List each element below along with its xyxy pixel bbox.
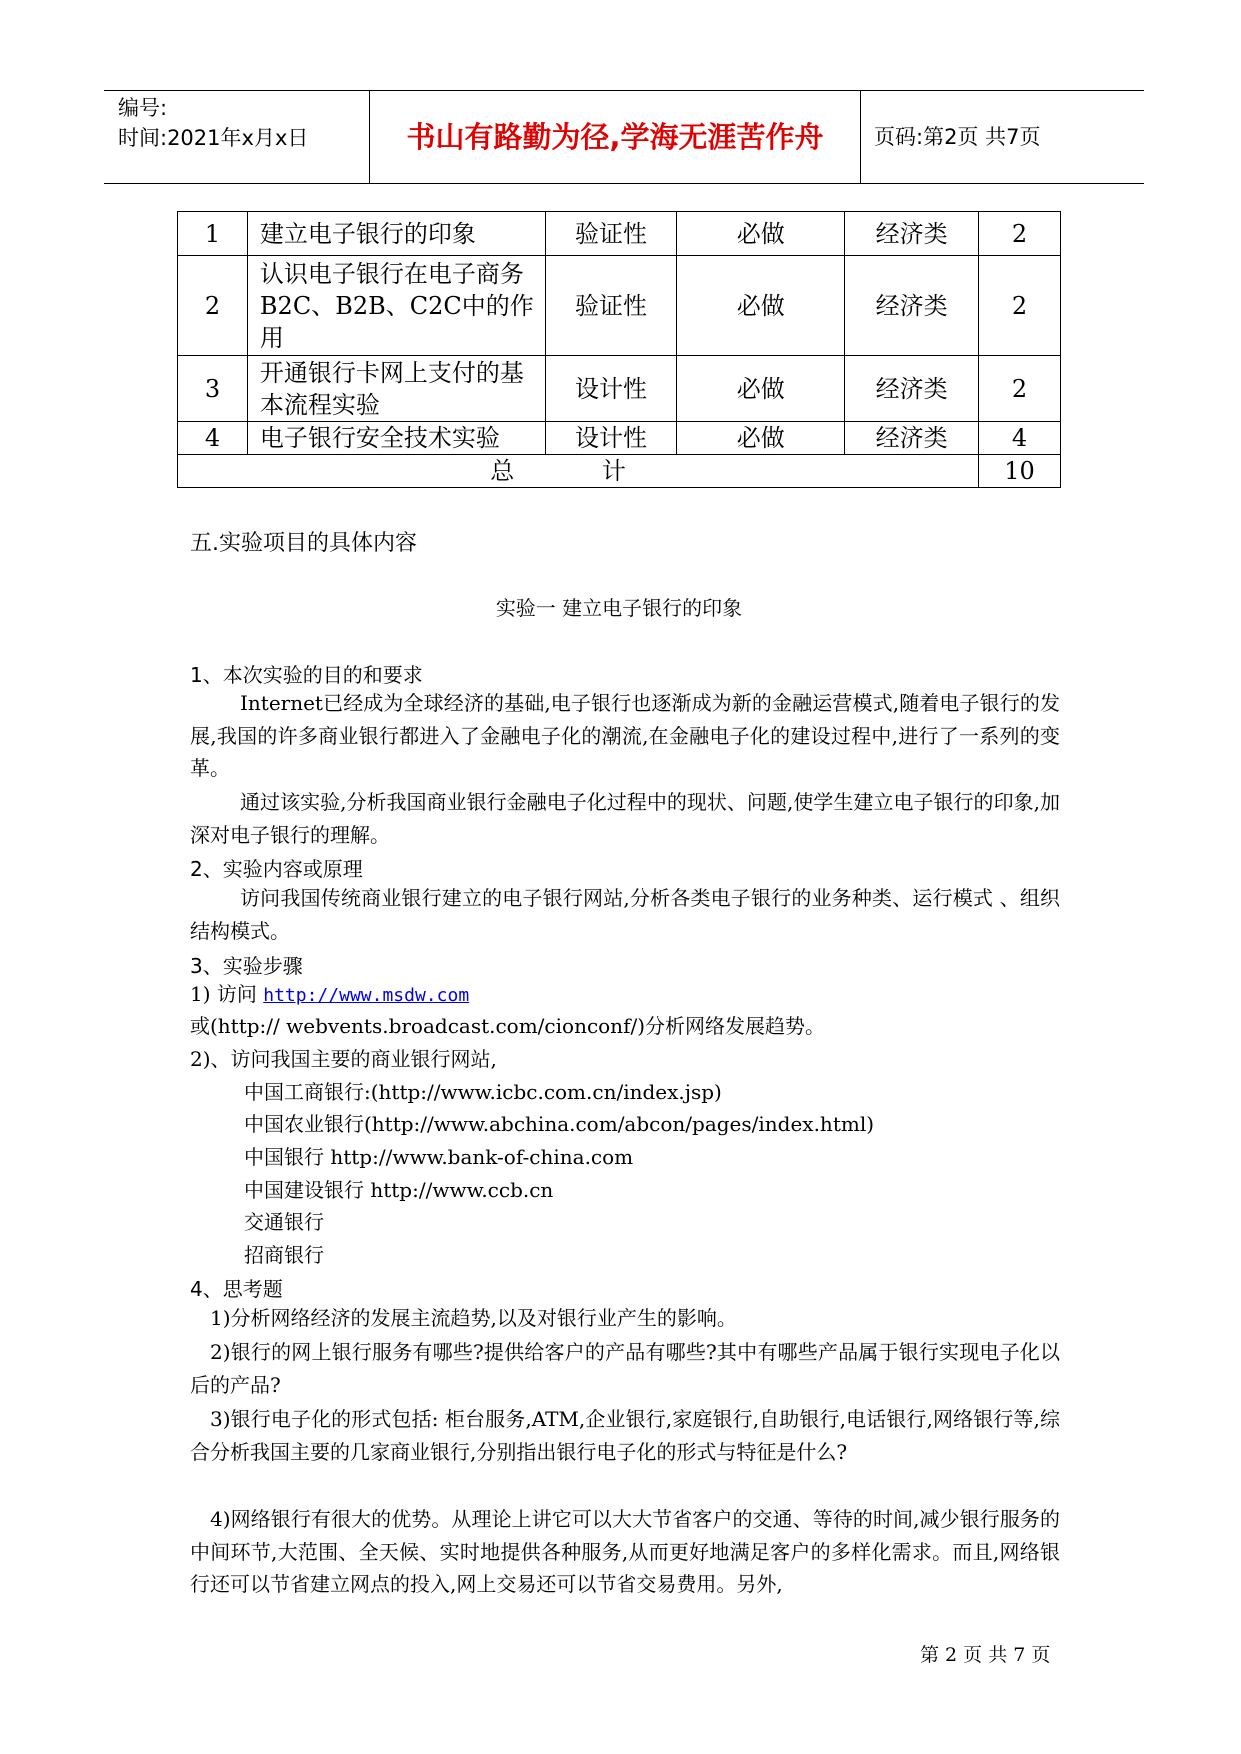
experiment-type: 设计性	[545, 356, 677, 422]
experiment-category: 经济类	[845, 212, 979, 256]
experiment-type: 验证性	[545, 212, 677, 256]
experiment-hours: 2	[979, 212, 1061, 256]
experiment-category: 经济类	[845, 356, 979, 422]
experiment-title: 实验一 建立电子银行的印象	[495, 596, 743, 620]
section-heading: 五.实验项目的具体内容	[190, 531, 417, 556]
page-header	[104, 90, 1144, 184]
experiment-hours: 4	[979, 422, 1061, 455]
step-2: 2)、访问我国主要的商业银行网站,	[190, 1047, 497, 1071]
subsection-title: 2、实验内容或原理	[190, 857, 363, 881]
bank-item-icbc: 中国工商银行:(http://www.icbc.com.cn/index.jsp)	[244, 1080, 722, 1104]
experiment-name: 电子银行安全技术实验	[247, 422, 545, 455]
experiment-name: 认识电子银行在电子商务B2C、B2B、C2C中的作用	[247, 256, 545, 356]
question-4: 4)网络银行有很大的优势。从理论上讲它可以大大节省客户的交通、等待的时间,减少银行服务的中间环节,大范围、全天候、实时地提供各种服务,从而更好地满足客户的多样化需求。而且,网络银行还可以节省建立网点的投入,网上交易还可以节省交易费用。另外,	[190, 1507, 1060, 1596]
experiment-requirement: 必做	[677, 212, 845, 256]
question-2: 2)银行的网上银行服务有哪些?提供给客户的产品有哪些?其中有哪些产品属于银行实现电子化以后的产品?	[190, 1340, 1060, 1397]
experiment-hours: 2	[979, 256, 1061, 356]
table-row	[178, 356, 1061, 422]
experiment-table	[177, 211, 1061, 488]
header-divider	[860, 91, 861, 183]
step-1	[190, 978, 469, 1012]
experiment-name: 建立电子银行的印象	[247, 212, 545, 256]
total-label: 总 计	[178, 455, 979, 488]
bank-item-boc: 中国银行 http://www.bank-of-china.com	[244, 1145, 634, 1169]
table-row	[178, 256, 1061, 356]
bank-item-abc: 中国农业银行(http://www.abchina.com/abcon/pages/index.html)	[244, 1112, 875, 1136]
experiment-category: 经济类	[845, 422, 979, 455]
bank-item-cmb: 招商银行	[244, 1243, 324, 1267]
experiment-type: 验证性	[545, 256, 677, 356]
paragraph: 通过该实验,分析我国商业银行金融电子化过程中的现状、问题,使学生建立电子银行的印象,加深对电子银行的理解。	[190, 790, 1060, 847]
row-number: 3	[178, 356, 248, 422]
page-footer: 第 2 页 共 7 页	[920, 1644, 1051, 1666]
total-value: 10	[979, 455, 1061, 488]
question-1: 1)分析网络经济的发展主流趋势,以及对银行业产生的影响。	[210, 1306, 737, 1330]
header-motto: 书山有路勤为径,学海无涯苦作舟	[406, 120, 824, 154]
paragraph: 访问我国传统商业银行建立的电子银行网站,分析各类电子银行的业务种类、运行模式 、组织结构模式。	[190, 886, 1060, 943]
experiment-type: 设计性	[545, 422, 677, 455]
experiment-requirement: 必做	[677, 422, 845, 455]
bank-item-bocom: 交通银行	[244, 1210, 324, 1234]
header-page-label: 页码:第2页 共7页	[874, 125, 1041, 149]
serial-label: 编号:	[118, 96, 168, 120]
question-3: 3)银行电子化的形式包括: 柜台服务,ATM,企业银行,家庭银行,自助银行,电话银行,网络银行等,综合分析我国主要的几家商业银行,分别指出银行电子化的形式与特征是什么?	[190, 1407, 1060, 1464]
experiment-requirement: 必做	[677, 256, 845, 356]
experiment-hours: 2	[979, 356, 1061, 422]
subsection-title: 1、本次实验的目的和要求	[190, 663, 423, 687]
msdw-link[interactable]: http://www.msdw.com	[263, 985, 470, 1006]
row-number: 2	[178, 256, 248, 356]
subsection-title: 4、思考题	[190, 1277, 283, 1301]
table-total-row	[178, 455, 1061, 488]
row-number: 4	[178, 422, 248, 455]
experiment-name: 开通银行卡网上支付的基本流程实验	[247, 356, 545, 422]
experiment-category: 经济类	[845, 256, 979, 356]
header-meta	[118, 93, 368, 153]
table-row	[178, 212, 1061, 256]
step-1-prefix: 1) 访问	[190, 982, 257, 1006]
row-number: 1	[178, 212, 248, 256]
paragraph: Internet已经成为全球经济的基础,电子银行也逐渐成为新的金融运营模式,随着电子银行的发展,我国的许多商业银行都进入了金融电子化的潮流,在金融电子化的建设过程中,进行了一系列的变革。	[190, 691, 1060, 780]
experiment-requirement: 必做	[677, 356, 845, 422]
bank-item-ccb: 中国建设银行 http://www.ccb.cn	[244, 1178, 554, 1202]
table-row	[178, 422, 1061, 455]
subsection-title: 3、实验步骤	[190, 954, 303, 978]
time-label: 时间:2021年x月x日	[118, 126, 309, 150]
step-1-continued: 或(http:// webvents.broadcast.com/cionconf/)分析网络发展趋势。	[190, 1014, 826, 1038]
